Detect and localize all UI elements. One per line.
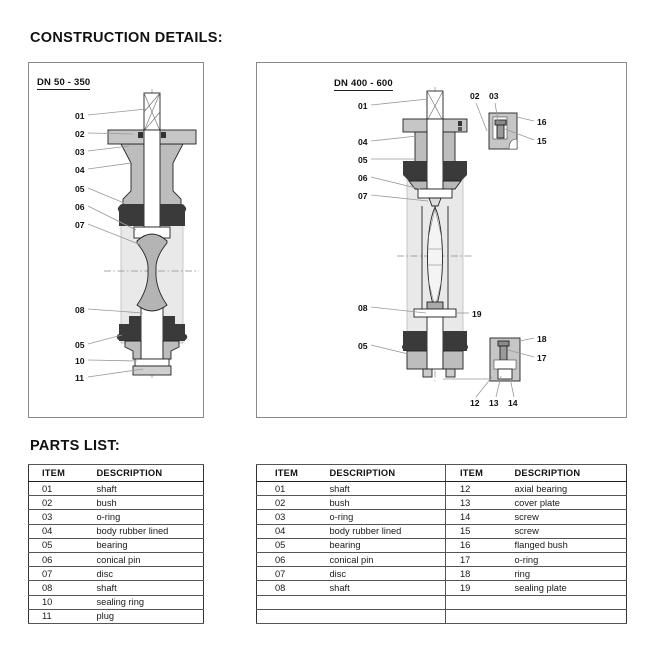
lower-shaft-rod: [427, 317, 443, 369]
sealing-ring: [135, 359, 169, 366]
item-cell: 05: [29, 538, 84, 552]
item-cell: 19: [446, 581, 501, 595]
description-cell: bearing: [84, 538, 204, 552]
parts-list-title: PARTS LIST:: [30, 438, 121, 454]
table-row: [257, 538, 627, 552]
description-cell: disc: [84, 567, 204, 581]
item-cell: 07: [29, 567, 84, 581]
description-cell: body rubber lined: [312, 524, 446, 538]
detail-box-bottom: [490, 338, 520, 381]
callout-label-08: 08: [75, 305, 85, 315]
description-cell: sealing plate: [501, 581, 627, 595]
item-cell: 13: [446, 496, 501, 510]
item-cell: 18: [446, 567, 501, 581]
description-cell: shaft: [312, 482, 446, 496]
description-cell: bush: [312, 496, 446, 510]
description-cell: plug: [84, 609, 204, 623]
item-cell: [446, 609, 501, 623]
bush-detail: [458, 127, 462, 131]
callout-label-15: 15: [537, 136, 547, 146]
sealing-plate: [414, 309, 456, 317]
column-header-item: ITEM: [257, 465, 312, 482]
callout-label-01: 01: [358, 101, 368, 111]
detail-box-top: [489, 113, 517, 149]
table-row: [257, 524, 627, 538]
item-cell: 01: [257, 482, 312, 496]
page-title: CONSTRUCTION DETAILS:: [30, 30, 223, 46]
leader-line-04: [371, 136, 417, 141]
diagram-label-dn50-350: DN 50 - 350: [37, 77, 91, 88]
item-cell: 08: [257, 581, 312, 595]
callout-label-05: 05: [75, 184, 85, 194]
shaft: [427, 91, 443, 121]
lower-housing-right: [163, 341, 179, 359]
leader-line-01: [88, 109, 146, 115]
callout-label-13: 13: [489, 398, 499, 408]
item-cell: [257, 609, 312, 623]
parts-table-left: [28, 464, 204, 624]
leader-line-03: [88, 146, 129, 151]
description-cell: cover plate: [501, 496, 627, 510]
table-row: [29, 510, 204, 524]
description-cell: conical pin: [312, 552, 446, 566]
neck-wall-right: [443, 132, 455, 163]
table-header-row: [29, 465, 204, 482]
callout-label-03: 03: [75, 147, 85, 157]
diagram-label-dn400-600: DN 400 - 600: [334, 78, 393, 89]
description-cell: sealing ring: [84, 595, 204, 609]
description-cell: o-ring: [501, 552, 627, 566]
item-cell: 01: [29, 482, 84, 496]
callout-label-08: 08: [358, 303, 368, 313]
description-cell: ring: [501, 567, 627, 581]
o-ring-left: [138, 132, 143, 138]
conical-pin-bar: [418, 189, 452, 198]
table-row: [257, 552, 627, 566]
foot-left: [423, 369, 432, 377]
table-row: [257, 595, 627, 609]
callout-label-02: 02: [75, 129, 85, 139]
shaft: [144, 93, 160, 131]
description-cell: o-ring: [84, 510, 204, 524]
table-row: [257, 567, 627, 581]
table-row: [257, 496, 627, 510]
callout-label-01: 01: [75, 111, 85, 121]
callout-label-07: 07: [75, 220, 85, 230]
shaft-rod: [144, 130, 160, 227]
callout-label-04: 04: [75, 165, 85, 175]
callout-label-10: 10: [75, 356, 85, 366]
callout-label-05: 05: [358, 155, 368, 165]
description-cell: axial bearing: [501, 482, 627, 496]
table-row: [29, 538, 204, 552]
table-row: [257, 510, 627, 524]
callout-label-16: 16: [537, 117, 547, 127]
lower-housing-left: [125, 341, 141, 359]
plug: [133, 366, 171, 375]
description-cell: [312, 609, 446, 623]
callout-label-17: 17: [537, 353, 547, 363]
table-row: [29, 609, 204, 623]
item-cell: 06: [29, 552, 84, 566]
item-cell: 12: [446, 482, 501, 496]
parts-table-right: [256, 464, 627, 624]
item-cell: 15: [446, 524, 501, 538]
item-cell: 04: [29, 524, 84, 538]
item-cell: 08: [29, 581, 84, 595]
callout-label-06: 06: [358, 173, 368, 183]
callout-label-05: 05: [75, 340, 85, 350]
description-cell: disc: [312, 567, 446, 581]
leader-line-04: [88, 163, 131, 169]
leader-line-16: [517, 117, 534, 121]
table-header-row: [257, 465, 627, 482]
description-cell: shaft: [84, 581, 204, 595]
item-cell: [257, 595, 312, 609]
callout-label-19: 19: [472, 309, 482, 319]
description-cell: [501, 609, 627, 623]
item-cell: 11: [29, 609, 84, 623]
description-cell: flanged bush: [501, 538, 627, 552]
leader-line-05: [88, 335, 122, 344]
description-cell: shaft: [84, 482, 204, 496]
description-cell: o-ring: [312, 510, 446, 524]
column-header-item-2: ITEM: [446, 465, 501, 482]
item-cell: 02: [29, 496, 84, 510]
item-cell: 03: [257, 510, 312, 524]
leader-line-10: [88, 360, 137, 361]
description-cell: body rubber lined: [84, 524, 204, 538]
table-row: [29, 595, 204, 609]
description-cell: conical pin: [84, 552, 204, 566]
leader-line-02: [476, 103, 487, 131]
table-row: [29, 524, 204, 538]
item-cell: 03: [29, 510, 84, 524]
table-row: [29, 482, 204, 496]
shaft-rod: [427, 119, 443, 189]
item-cell: 05: [257, 538, 312, 552]
item-cell: 14: [446, 510, 501, 524]
column-header-description: DESCRIPTION: [312, 465, 446, 482]
item-cell: 04: [257, 524, 312, 538]
description-cell: [501, 595, 627, 609]
item-cell: 17: [446, 552, 501, 566]
description-cell: screw: [501, 510, 627, 524]
table-row: [29, 581, 204, 595]
item-cell: 16: [446, 538, 501, 552]
item-cell: 06: [257, 552, 312, 566]
table-row: [257, 609, 627, 623]
callout-label-06: 06: [75, 202, 85, 212]
table-row: [257, 482, 627, 496]
description-cell: screw: [501, 524, 627, 538]
description-cell: bearing: [312, 538, 446, 552]
foot-right: [446, 369, 455, 377]
column-header-description: DESCRIPTION: [84, 465, 204, 482]
o-ring-detail: [458, 121, 462, 126]
valve-drawing-dn50-350: [29, 63, 203, 417]
callout-label-11: 11: [75, 373, 85, 383]
item-cell: [446, 595, 501, 609]
neck-wall-left: [415, 132, 427, 163]
column-header-description-2: DESCRIPTION: [501, 465, 627, 482]
leader-line-18: [520, 338, 534, 341]
table-row: [29, 496, 204, 510]
leader-line-05: [88, 188, 124, 203]
description-cell: shaft: [312, 581, 446, 595]
description-cell: bush: [84, 496, 204, 510]
leader-line-01: [371, 99, 428, 105]
callout-label-05: 05: [358, 341, 368, 351]
o-ring-right: [161, 132, 166, 138]
leader-line-12: [476, 377, 492, 397]
callout-label-03: 03: [489, 91, 499, 101]
table-row: [29, 567, 204, 581]
table-row: [257, 581, 627, 595]
item-cell: 10: [29, 595, 84, 609]
callout-label-07: 07: [358, 191, 368, 201]
callout-label-04: 04: [358, 137, 368, 147]
callout-label-18: 18: [537, 334, 547, 344]
item-cell: 02: [257, 496, 312, 510]
callout-label-12: 12: [470, 398, 480, 408]
table-row: [29, 552, 204, 566]
shaft-end-cap: [427, 302, 443, 309]
callout-label-02: 02: [470, 91, 480, 101]
valve-drawing-dn400-600: [257, 63, 626, 417]
item-cell: 07: [257, 567, 312, 581]
description-cell: [312, 595, 446, 609]
callout-label-14: 14: [508, 398, 518, 408]
diagram-panel-dn50-350: [28, 62, 204, 418]
column-header-item: ITEM: [29, 465, 84, 482]
diagram-panel-dn400-600: [256, 62, 627, 418]
